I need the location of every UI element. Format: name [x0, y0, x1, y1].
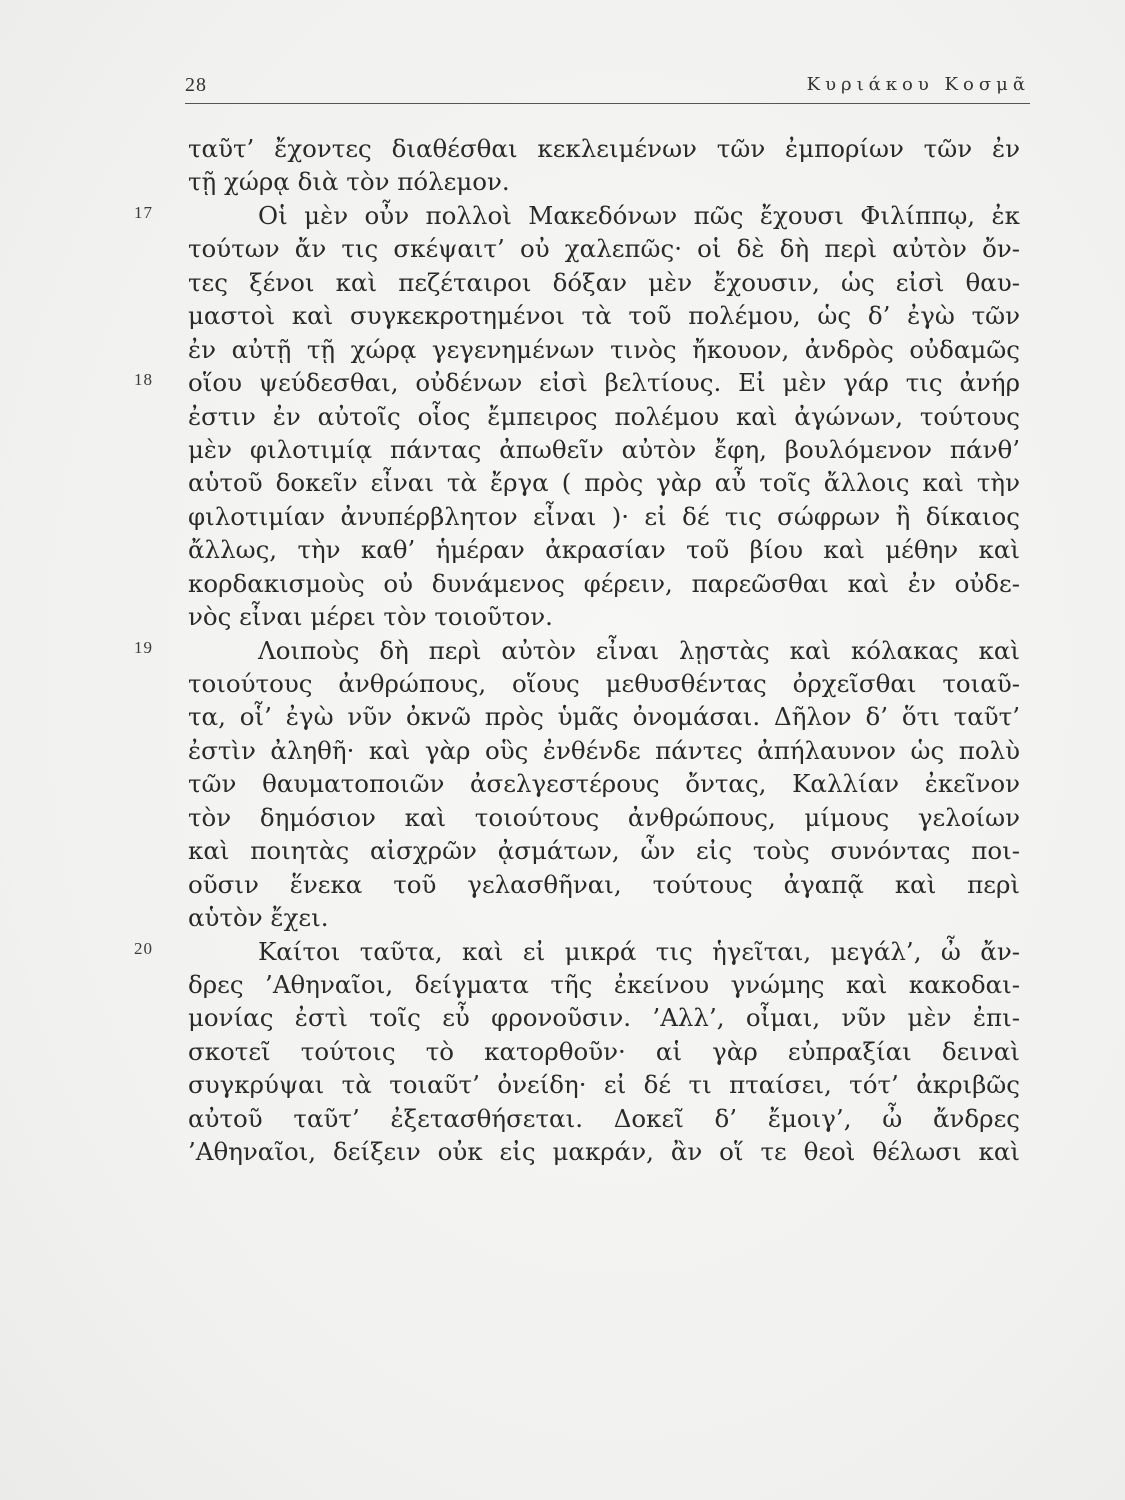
text-line: [0, 366, 1125, 399]
line-text: τοιούτους ἀνθρώπους, οἵους μεθυσθέντας ὀρχεῖσθαι τοιαῦ-: [188, 669, 1020, 698]
text-line: [0, 533, 1125, 566]
text-line: [0, 767, 1125, 800]
line-text: ἐστὶν ἀληθῆ· καὶ γὰρ οὓς ἐνθένδε πάντες ἀπήλαυνον ὡς πολὺ: [188, 735, 1020, 765]
body-text: [0, 132, 1125, 1169]
line-text: τῇ χώρᾳ διὰ τὸν πόλεμον.: [188, 167, 510, 197]
line-text: ’Αθηναῖοι, δείξειν οὐκ εἰς μακράν, ἂν οἵ τε θεοὶ θέλωσι καὶ: [188, 1137, 1020, 1167]
text-line: [0, 1102, 1125, 1135]
text-line: [0, 1001, 1125, 1034]
section-number: 20: [134, 938, 153, 958]
line-text: τὸν δημόσιον καὶ τοιούτους ἀνθρώπους, μίμους γελοίων: [188, 802, 1020, 832]
text-line: [0, 500, 1125, 533]
text-line: [0, 199, 1125, 232]
header-rule: [185, 103, 1030, 104]
line-text: συγκρύψαι τὰ τοιαῦτ’ ὀνείδη· εἰ δέ τι πταίσει, τότ’ ἀκριβῶς: [188, 1070, 1020, 1100]
line-text: δρες ’Αθηναῖοι, δείγματα τῆς ἐκείνου γνώμης καὶ κακοδαι-: [188, 969, 1020, 999]
text-line: [0, 132, 1125, 165]
text-line: [0, 299, 1125, 332]
line-text: αὑτοῦ δοκεῖν εἶναι τὰ ἔργα ( πρὸς γὰρ αὖ τοῖς ἄλλοις καὶ τὴν: [188, 468, 1020, 498]
line-text: μὲν φιλοτιμίᾳ πάντας ἀπωθεῖν αὐτὸν ἔφη, βουλόμενον πάνθ’: [188, 434, 1020, 464]
line-text: οἵου ψεύδεσθαι, οὐδένων εἰσὶ βελτίους. Εἰ μὲν γάρ τις ἀνήρ: [188, 368, 1020, 398]
line-text: ἐν αὐτῇ τῇ χώρᾳ γεγενημένων τινὸς ἤκουον, ἀνδρὸς οὐδαμῶς: [188, 334, 1020, 364]
line-text: ταῦτ’ ἔχοντες διαθέσθαι κεκλειμένων τῶν ἐμπορίων τῶν ἐν: [188, 134, 1020, 163]
text-line: [0, 165, 1125, 198]
text-line: [0, 232, 1125, 265]
line-text: καὶ ποιητὰς αἰσχρῶν ᾀσμάτων, ὧν εἰς τοὺς συνόντας ποι-: [188, 836, 1020, 866]
line-text: τα, οἷ’ ἐγὼ νῦν ὀκνῶ πρὸς ὑμᾶς ὀνομάσαι. Δῆλον δ’ ὅτι ταῦτ’: [188, 702, 1020, 732]
page-number: 28: [185, 74, 207, 96]
text-line: [0, 868, 1125, 901]
line-text: ἄλλως, τὴν καθ’ ἡμέραν ἀκρασίαν τοῦ βίου καὶ μέθην καὶ: [188, 535, 1020, 565]
line-text: Λοιποὺς δὴ περὶ αὐτὸν εἶναι λῃστὰς καὶ κόλακας καὶ: [258, 635, 1020, 665]
line-text: οῦσιν ἕνεκα τοῦ γελασθῆναι, τούτους ἀγαπᾷ καὶ περὶ: [188, 869, 1020, 899]
text-line: [0, 1068, 1125, 1101]
line-text: Οἱ μὲν οὖν πολλοὶ Μακεδόνων πῶς ἔχουσι Φιλίππῳ, ἐκ: [258, 200, 1020, 230]
text-line: [0, 667, 1125, 700]
text-line: [0, 600, 1125, 633]
text-line: [0, 734, 1125, 767]
section-number: 17: [134, 202, 153, 222]
text-line: [0, 700, 1125, 733]
text-line: [0, 466, 1125, 499]
line-text: τούτων ἄν τις σκέψαιτ’ οὐ χαλεπῶς· οἱ δὲ δὴ περὶ αὐτὸν ὄν-: [188, 234, 1020, 264]
line-text: νὸς εἶναι μέρει τὸν τοιοῦτον.: [188, 602, 553, 632]
line-text: ἐστιν ἐν αὐτοῖς οἷος ἔμπειρος πολέμου καὶ ἀγώνων, τούτους: [188, 401, 1020, 431]
text-line: [0, 801, 1125, 834]
line-text: κορδακισμοὺς οὐ δυνάμενος φέρειν, παρεῶσθαι καὶ ἐν οὐδε-: [188, 568, 1020, 598]
line-text: αὑτὸν ἔχει.: [188, 903, 329, 933]
line-text: φιλοτιμίαν ἀνυπέρβλητον εἶναι )· εἰ δέ τις σώφρων ἢ δίκαιος: [188, 501, 1020, 531]
text-line: [0, 834, 1125, 867]
text-line: [0, 634, 1125, 667]
text-line: [0, 333, 1125, 366]
line-text: μονίας ἐστὶ τοῖς εὖ φρονοῦσιν. ’Αλλ’, οἶμαι, νῦν μὲν ἐπι-: [188, 1003, 1020, 1033]
page-header: [185, 74, 1030, 104]
running-head: Κυριάκου Κοσμᾶ: [806, 74, 1030, 95]
text-line: [0, 1135, 1125, 1168]
text-line: [0, 935, 1125, 968]
section-number: 18: [134, 370, 153, 390]
line-text: τῶν θαυματοποιῶν ἀσελγεστέρους ὄντας, Καλλίαν ἐκεῖνον: [188, 769, 1020, 799]
text-line: [0, 1035, 1125, 1068]
text-line: [0, 400, 1125, 433]
text-line: [0, 901, 1125, 934]
line-text: μαστοὶ καὶ συγκεκροτημένοι τὰ τοῦ πολέμου, ὡς δ’ ἐγὼ τῶν: [188, 301, 1020, 331]
text-line: [0, 567, 1125, 600]
line-text: σκοτεῖ τούτοις τὸ κατορθοῦν· αἱ γὰρ εὐπραξίαι δειναὶ: [188, 1036, 1020, 1066]
line-text: Καίτοι ταῦτα, καὶ εἰ μικρά τις ἡγεῖται, μεγάλ’, ὦ ἄν-: [258, 936, 1020, 966]
text-line: [0, 433, 1125, 466]
line-text: αὐτοῦ ταῦτ’ ἐξετασθήσεται. Δοκεῖ δ’ ἔμοιγ’, ὦ ἄνδρες: [188, 1103, 1020, 1133]
section-number: 19: [134, 637, 153, 657]
text-line: [0, 968, 1125, 1001]
text-line: [0, 266, 1125, 299]
line-text: τες ξένοι καὶ πεζέταιροι δόξαν μὲν ἔχουσιν, ὡς εἰσὶ θαυ-: [188, 267, 1020, 297]
